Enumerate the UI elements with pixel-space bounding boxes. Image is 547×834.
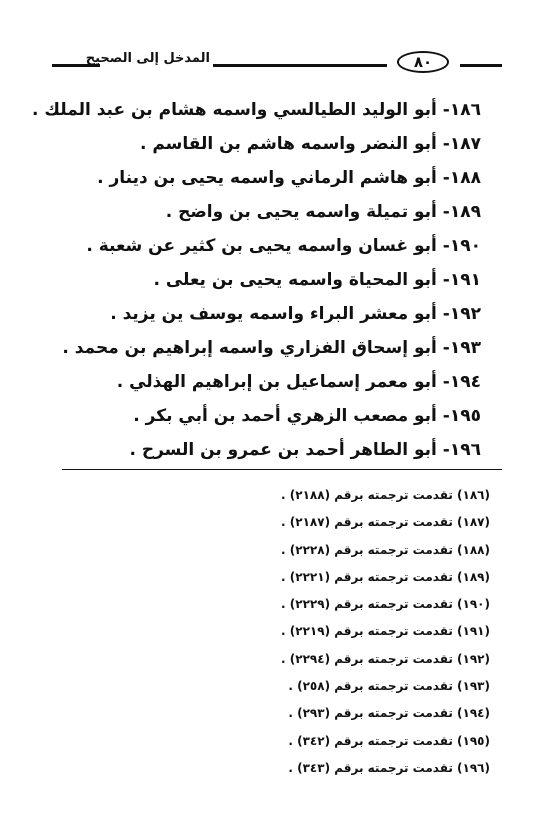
footnotes <box>190 482 490 782</box>
footnote: (١٨٩) تقدمت ترجمته برقم (٢٢٢١) . <box>281 569 490 584</box>
footnote: (١٩٢) تقدمت ترجمته برقم (٢٢٩٤) . <box>281 651 490 666</box>
list-item: ١٨٨- أبو هاشم الرماني واسمه يحيى بن دينار . <box>97 168 481 188</box>
list-item: ١٩٠- أبو غسان واسمه يحيى بن كثير عن شعبة . <box>86 236 481 256</box>
list-item: ١٨٦- أبو الوليد الطيالسي واسمه هشام بن عبد الملك . <box>32 100 481 120</box>
footnote: (١٨٧) تقدمت ترجمته برقم (٢١٨٧) . <box>281 515 490 530</box>
footnote: (١٨٦) تقدمت ترجمته برقم (٢١٨٨) . <box>281 488 490 502</box>
footnote: (١٩٤) تقدمت ترجمته برقم (٢٩٣) . <box>288 706 490 721</box>
page-number: ٨٠ <box>397 51 449 73</box>
running-title: المدخل إلى الصحيح <box>85 51 210 66</box>
page-header <box>0 46 547 76</box>
list-item: ١٩١- أبو المحياة واسمه يحيى بن يعلى . <box>153 270 481 290</box>
list-item: ١٩٥- أبو مصعب الزهري أحمد بن أبي بكر . <box>133 406 481 426</box>
list-item: ١٩٤- أبو معمر إسماعيل بن إبراهيم الهذلي . <box>116 372 481 392</box>
list-item: ١٨٩- أبو تميلة واسمه يحيى بن واضح . <box>165 202 481 222</box>
footnote: (١٨٨) تقدمت ترجمته برقم (٢٢٢٨) . <box>281 542 490 557</box>
footnote: (١٩٥) تقدمت ترجمته برقم (٣٤٢) . <box>288 733 490 748</box>
header-rule-right <box>460 64 502 67</box>
footnote: (١٩٠) تقدمت ترجمته برقم (٢٢٢٩) . <box>281 597 490 612</box>
footnote-divider <box>62 469 502 470</box>
list-item: ١٨٧- أبو النضر واسمه هاشم بن القاسم . <box>139 134 481 154</box>
header-rule-middle <box>213 64 387 67</box>
list-item: ١٩٣- أبو إسحاق الفزاري واسمه إبراهيم بن محمد . <box>62 338 481 358</box>
footnote: (١٩٦) تقدمت ترجمته برقم (٣٤٣) . <box>288 760 490 775</box>
footnote: (١٩٣) تقدمت ترجمته برقم (٢٥٨) . <box>288 679 490 694</box>
list-item: ١٩٦- أبو الطاهر أحمد بن عمرو بن السرح . <box>129 440 481 460</box>
narrator-list <box>32 93 481 467</box>
list-item: ١٩٢- أبو معشر البراء واسمه يوسف ين يزيد . <box>110 304 481 324</box>
footnote: (١٩١) تقدمت ترجمته برقم (٢٢١٩) . <box>281 624 490 639</box>
